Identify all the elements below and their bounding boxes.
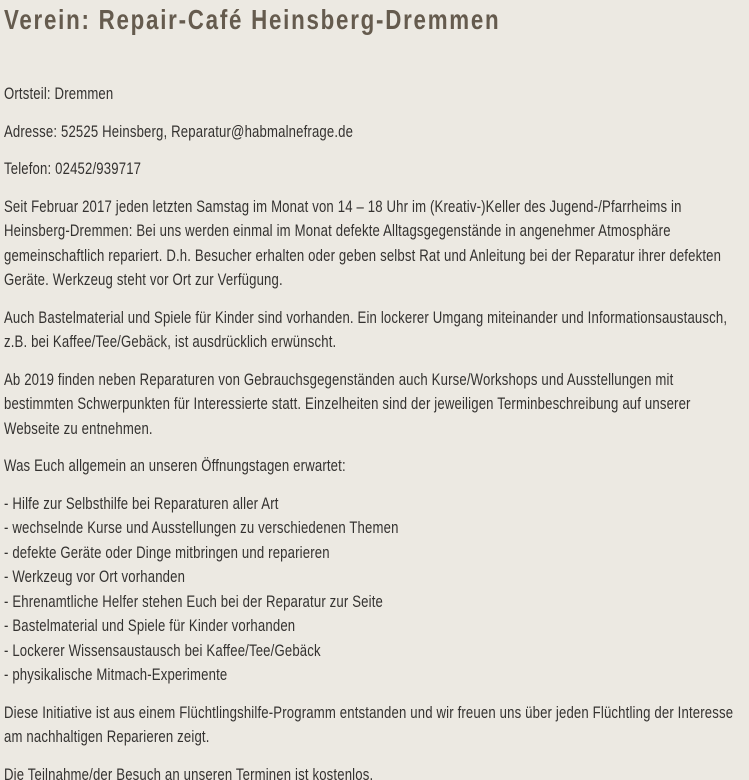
contact-adresse: Adresse: 52525 Heinsberg, Reparatur@habmalnefrage.de [3, 122, 354, 141]
paragraph-initiative: Diese Initiative ist aus einem Flüchtlingshilfe-Programm entstanden und wir freuen uns über jeden Flüchtling der Interesse am nachhaltigen Reparieren zeigt. [3, 703, 734, 746]
list-intro: Was Euch allgemein an unseren Öffnungstagen erwartet: [3, 457, 346, 475]
contact-telefon: Telefon: 02452/939717 [3, 160, 142, 178]
paragraph-ab-2019: Ab 2019 finden neben Reparaturen von Gebrauchsgegenständen auch Kurse/Workshops und Ausstellungen mit bestimmten Schwerpunkten für Interessierte statt. Einzelheiten sind der jeweiligen Terminbeschreibung auf unserer Webseite zu entnehmen. [3, 370, 691, 438]
list-item: - wechselnde Kurse und Ausstellungen zu verschiedenen Themen [3, 519, 399, 537]
list-item: - Ehrenamtliche Helfer stehen Euch bei der Reparatur zur Seite [3, 592, 384, 611]
list-item: - Bastelmaterial und Spiele für Kinder vorhanden [3, 617, 296, 635]
list-item: - defekte Geräte oder Dinge mitbringen und reparieren [3, 543, 330, 562]
list-item: - physikalische Mitmach-Experimente [3, 666, 228, 684]
list-item: - Lockerer Wissensaustausch bei Kaffee/Tee/Gebäck [3, 641, 321, 660]
list-item: - Werkzeug vor Ort vorhanden [3, 568, 186, 586]
contact-ortsteil: Ortsteil: Dremmen [3, 85, 114, 103]
page-title: Verein: Repair-Café Heinsberg-Dremmen [3, 4, 501, 35]
list-item: - Hilfe zur Selbsthilfe bei Reparaturen aller Art [3, 494, 279, 513]
offer-list [4, 492, 742, 688]
paragraph-bastelmaterial: Auch Bastelmaterial und Spiele für Kinder sind vorhanden. Ein lockerer Umgang miteinander und Informationsaustausch, z.B. bei Kaffee/Tee/Gebäck, ist ausdrücklich erwünscht. [3, 308, 728, 351]
paragraph-opening-times: Seit Februar 2017 jeden letzten Samstag im Monat von 14 – 18 Uhr im (Kreativ-)Keller des Jugend-/Pfarrheims in Heinsberg-Dremmen: Bei uns werden einmal im Monat defekte Alltagsgegenstände in angenehmer Atmosphäre gemeinschaftlich repariert. D.h. Besucher erhalten oder geben selbst Rat und Anleitung bei der Reparatur ihrer defekten Geräte. Werkzeug steht vor Ort zur Verfügung. [3, 197, 722, 289]
paragraph-kostenlos: Die Teilnahme/der Besuch an unseren Terminen ist kostenlos. [3, 765, 374, 780]
